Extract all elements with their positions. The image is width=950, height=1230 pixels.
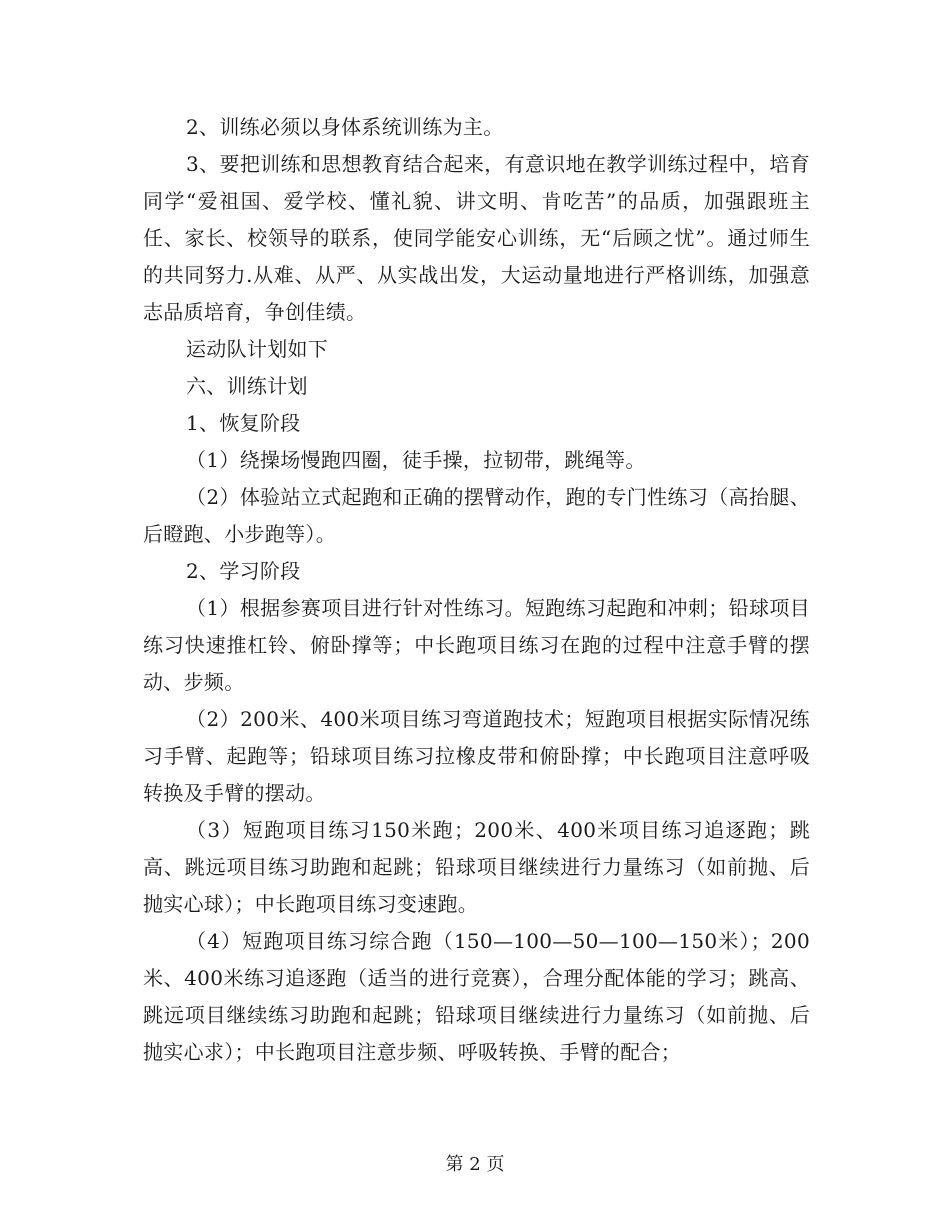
paragraph-recovery-1: （1）绕操场慢跑四圈，徒手操，拉韧带，跳绳等。 — [186, 448, 646, 472]
paragraph-learning-4: （4）短跑项目练习综合跑（150—100—50—100—150米）；200米、400米练习追逐跑（适当的进行竞赛），合理分配体能的学习；跳高、跳远项目继续练习助跑和起跳；铅球项目继续进行力量练习（如前抛、后抛实心求）；中长跑项目注意步频、呼吸转换、手臂的配合； — [143, 929, 810, 1064]
paragraph-learning-2: （2）200米、400米项目练习弯道跑技术；短跑项目根据实际情况练习手臂、起跑等；铅球项目练习拉橡皮带和俯卧撑；中长跑项目注意呼吸转换及手臂的摆动。 — [143, 707, 810, 805]
subheading-recovery-stage: 1、恢复阶段 — [186, 411, 301, 435]
paragraph-item-2: 2、训练必须以身体系统训练为主。 — [186, 115, 504, 139]
paragraph-recovery-2: （2）体验站立式起跑和正确的摆臂动作，跑的专门性练习（高抬腿、后瞪跑、小步跑等）。 — [143, 485, 810, 546]
subheading-learning-stage: 2、学习阶段 — [186, 559, 301, 583]
section-heading-training-plan: 六、训练计划 — [186, 374, 308, 398]
paragraph-learning-3: （3）短跑项目练习150米跑；200米、400米项目练习追逐跑；跳高、跳远项目练习助跑和起跳；铅球项目继续进行力量练习（如前抛、后抛实心球）；中长跑项目练习变速跑。 — [143, 818, 810, 916]
paragraph-item-3: 3、要把训练和思想教育结合起来，有意识地在教学训练过程中，培育同学“爱祖国、爱学校、懂礼貌、讲文明、肯吃苦”的品质，加强跟班主任、家长、校领导的联系，使同学能安心训练，无“后顾之忧”。通过师生的共同努力.从难、从严、从实战出发，大运动量地进行严格训练，加强意志品质培育，争创佳绩。 — [143, 152, 810, 324]
document-body — [143, 109, 810, 1071]
page-number: 第 2 页 — [445, 1154, 505, 1175]
paragraph-learning-1: （1）根据参赛项目进行针对性练习。短跑练习起跑和冲刺；铅球项目练习快速推杠铃、俯卧撑等；中长跑项目练习在跑的过程中注意手臂的摆动、步频。 — [143, 596, 810, 694]
paragraph-plan-intro: 运动队计划如下 — [186, 337, 329, 361]
